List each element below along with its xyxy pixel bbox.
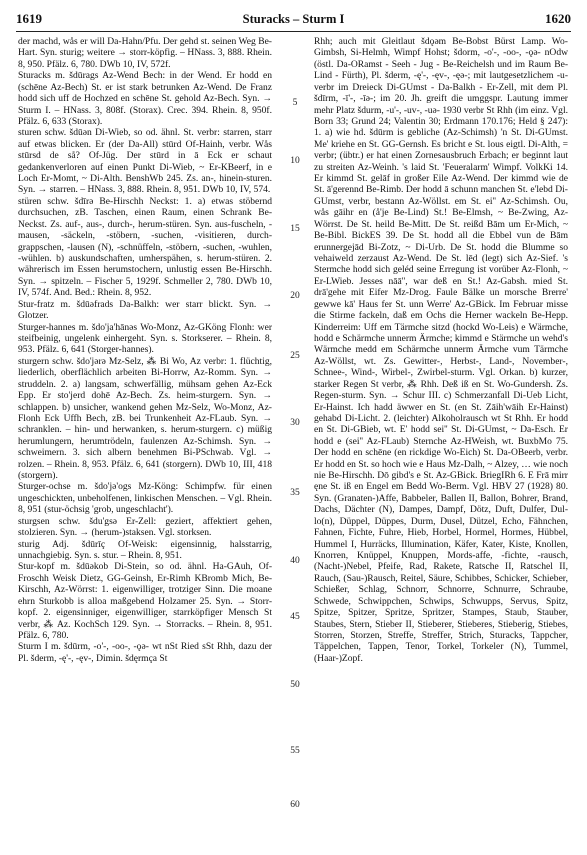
line-number: 55 — [290, 746, 300, 756]
entry-sturgern: sturgern schw. šdo'jərə Mz-Selz, ⁂ Bi Wo, Az verbr: 1. flüchtig, liederlich, oberflächlich arbeiten Bi-Horrw, Az-Romm. Syn. → struddeln. 2. a) langsam, schwerfällig, mühsam gehen Az-Eck Epp. Er sto'jerd dohē Az-Bech. Zs. heim-sturgern. Syn. → schlappen. b) unsicher, wankend gehen Mz-Selz, Wo-Monz, Az-Flonh Eck Uffh Bech, zB. bei Trunkenheit Az-FLaub. Syn. → schranklen. – hin- und herwanken, s. herum-sturgern. c) müßig herumlungern, herumtrödeln, faulenzen Az-Schimsh. Syn. → schweimern. 3. sich albern benehmen Bi-PSchwab. Vgl. → rolzen. – Rhein. 8, 953. Pfälz. 6, 641 (storgern). DWb 10, III, 418 (storgern). — [18, 355, 272, 482]
entry-sturm-i-continued: Rhh; auch mit Gleitlaut šdǫəm Be-Bobst Bürst Lamp. Wo-Gimbsh, Si-Helmh, Wimpf Hohst; šdorm, -o'-, -oo-, -ǫə- nOdw (östl. Da-ORamst - Seeh - Jug - Be-Reichelsh und im Raum Be-Lind - Fürth), Pl. šderm, -ę'-, -ęv-, -ęə-; mit lautgesetzlichem -u- verbr im Dreieck Di-GUmst - Da-Balkh - Er-Zell, mit dem Pl. šdīrm, -ī'-, -īə-; im 20. Jh. greift die umggspr. Lautung immer mehr Platz šdurm, -u'-, -uv-, -uə- 1930 verbr St Rhh (im einz. Vgl. Born 33; Grund 24; Valentin 30; Erdmann 170.176; Held § 247): 1. a) wie hd. šdūrm is gebliche (Az-Schimsh) 'n St. Di-GUmst. Me' kriehe en St. GG-Gernsh. Es bricht e St. lous eigtl. Di-Alth, = verbr; (übtr.) er hat einen Zornesausbruch Erbach; er beginnt laut zu streiten Az-Weinh. 's laid St. 'Feueralarm' Wimpf. VolkKi 14. Er kimmd St. gelāf in großer Eile Az-Wend. Der kimmd wie de St. ā'gerennd Be-Rimb. Der hodd ā schunn manchen St. e'lebd Di-GUmst, verbr, bestann Az-Wöllst. em St. ei'' Az-Schimsh. Ou, wås gāihr en (å'je Be-Lind) St.! Be-Elmsh, ~ Be-Zwing, Az-Wörrst. De St. heild Be-Mitt. De St. reißd Bām um Er-Mich, ~ Be-Bibl. BickES 39. De St. hodd all die Ebbel vun de Bām erunnergejād Bi-Zotz, ~ Di-Urb. De St. hodd die Blumme so vehaiweld zerzaust Az-Wend. De St. lēd (legt) sich Az-Sief. 's Stermche hodd sich geléd seine Erregung ist vorüber Az-Flonh, ~ Er-LWieb. Jesses nāā'', war deß en St.! Az-Gabsh. mied St. drā'gehe mit Eifer Mz-Drog. Faule Bälke un morsche Brerre' gewwe kā' Haus fer St. unn Werre' Az-GBick. Im Februar misse die Stirme fackeln, daß em Ochs die Herner wackeln Be-Hepp. Kinderreim: Uff em Tärmche sitzd (hockd Wo-Leis) e Wärmche, hodd e Schärmche unnerm Ärmche; kimmd e Stärmche un wehd's Wärmche medd em Schärmche unnerm Ärmche vum Tärmche Az-Wöllst, wt. Zs. Gewitter-, Herbst-, Land-, November-, Schnee-, Wind-, Wirbel-, Zwirbel-sturm. Vgl. Orkan. b) kurzer, starker Regen St verbr, ⁂ Rhh. Deß iß en St. Wo-Gundersh. Zs. Regen-sturm. Syn. → Schur III. c) Schmerzanfall Di-Ueb Licht, Er-Hainst. Ich hadd äwwer en St. (en St. Zāih'wāih Er-Hainst) gehabd Di-Licht. 2. (leichter) Alkoholrausch wt St Rhh. Er hodd en St. Di-GBieb, wt. E' hodd sei'' St. Di-GUmst, ~ Da-Esch. Er hodd e (sei'' Az-FLaub) Sternche Az-HWeish, wt. BuxbMo 75. Der hodd en schēne (en rickdige Wo-Eich) St. Da-OBeerb, verbr. Er hodd en St. so hoch wie e Haus Mz-Dalh, ~ Alzey, … wie noch nie Be-Hirschh. Dō gibd's e St. Az-GBick. BriegIRh 6. E Frā mirr ęne St. iß en Engel em Bedd Wo-Berm. Vgl. HBV 27 (1928) 80. Syn. (Granaten-)Affe, Babbeler, Ballen II, Ballon, Bohrer, Brand, Dachs, Dächter (N), Dampes, Dampf, Dötz, Duft, Dulfer, Dul-lo(n), Düppel, Düppes, Durm, Dusel, Dützel, Echo, Fähnchen, Fahnen, Fichte, Fuhre, Hieb, Horbel, Hormel, Hormes, Hübbel, Hummel I, Hurräcks, Illumination, Käfer, Kater, Kiste, Knollen, Knorren, Knüppel, Knuppen, Mords-affe, -fichte, -rausch, (Nacht-)Nebel, Pfeife, Rad, Rakete, Ratsche II, Ratschel II, Rauch, (Sau-)Rausch, Reitel, Säure, Schibbes, Schicker, Schieber, Schießer, Schlag, Schnorr, Schnorre, Schnurre, Schraube, Schwede, Schwippchen, Schwips, Schwupps, Servus, Spitz, Spitze, Spitzer, Spritze, Spritzer, Stampes, Staub, Stauber, Staubes, Stern, Stieber II, Stieberer, Stieberes, Stieberig, Stiebes, Storren, Storzen, Streffe, Streffer, Strich, Sturacks, Tappcher, Täppelchen, Tappen, Tenor, Torkel, Torkeler (N), Tummel, (Haar-)Zopf. — [314, 36, 568, 664]
page-number-right: 1620 — [545, 11, 571, 26]
header-rule — [16, 31, 571, 32]
entry-stur-fratz: Stur-fratz m. šdūəfrads Da-Balkh: wer starr blickt. Syn. → Glotzer. — [18, 298, 272, 322]
entry-stur-kopf: Stur-kopf m. šdūəkob Di-Stein, so od. ähnl. Ha-GAuh, Of-Froschh Weisk Dietz, GG-Geinsh, Er-Rimh KBromb Mich, Be-Kirschh, Az-Wörrst: 1. eigenwilliger, trotziger Sinn. Die moane ehrn Sturkobb is alloa maßgebend Holzamer 25. Syn. → Storr-kopf. 2. eigensinniger, eigenwilliger, starrköpfiger Mensch St verbr, ⁂ Az. KochSch 129. Syn. → Storracks. – Rhein. 8, 951. Pfälz. 6, 780. — [18, 561, 272, 641]
line-number: 45 — [290, 612, 300, 622]
line-number: 25 — [290, 351, 300, 361]
entry-sturen: sturen schw. šdūən Di-Wieb, so od. ähnl. St. verbr: starren, starr auf etwas blicken. Er (der Da-All) stūrd Of-Hainh, verbr. Wås stūrsd de så? Of-Jüg. Der stūrd in ā Eck er schaut gedankenverloren auf einen Punkt Di-Wieb, ~ Er-KBeerf, in e Loch Er-Momt, ~ Di-Alth. BenshWb 245. Zs. an-, hinein-sturen. Syn. → starren. – HNass. 3, 888. Rhein. 8, 951. DWb 10, IV, 574. — [18, 127, 272, 196]
line-number: 60 — [290, 800, 300, 810]
entry-sturig: sturig Adj. šdūrīç Of-Weisk: eigensinnig, halsstarrig, unnachgiebig. Syn. s. stur. – Rhein. 8, 951. — [18, 538, 272, 561]
line-number: 35 — [290, 488, 300, 498]
line-number: 50 — [290, 680, 300, 690]
line-number: 5 — [292, 98, 298, 108]
running-title: Sturacks – Sturm I — [242, 11, 345, 26]
page-header — [16, 8, 571, 30]
line-number: 15 — [290, 224, 300, 234]
entry-sturgsen: sturgsen schw. šdu'gsə Er-Zell: geziert, affektiert gehen, stolzieren. Syn. → (herum-)staksen. Vgl. storksen. — [18, 515, 272, 539]
entry-sturacks: Sturacks m. šdūrags Az-Wend Bech: in der Wend. Er hodd en (schēne Az-Bech) St. er ist stark betrunken Az-Wend. De Franz hodd sich uff de Hochzed en schēne St. gehold Az-Bech. Syn. → Sturm I. – HNass. 3, 808f. (Storax). Crec. 394. Rhein. 8, 950f. Pfälz. 6, 633 (Storax). — [18, 70, 272, 127]
entry-sturger-hannes: Sturger-hannes m. šdo'ja'hānəs Wo-Monz, Az-GKöng Flonh: wer steifbeinig, ungelenk einhergeht. Syn. s. Storkserer. – Rhein. 8, 953. Pfälz. 6, 641 (Storger-hannes). — [18, 321, 272, 356]
entry-sturger-ochse: Sturger-ochse m. šdo'jə'ogs Mz-Köng: Schimpfw. für einen ungeschickten, unbeholfenen, linkischen Menschen. – Vgl. Rhein. 8, 951 (stur-öchsig 'grob, ungeschlacht'). — [18, 481, 272, 516]
line-number: 40 — [290, 556, 300, 566]
entry-sturm-i: Sturm I m. šdūrm, -o'-, -oo-, -ǫə- wt nSt Ried sSt Rhh, dazu der Pl. šderm, -ę'-, -ęv-, Dimin. šdęrmça St — [18, 641, 272, 664]
entry-paragraph: der machd, wås er will Da-Hahn/Pfu. Der gehd st. seinen Weg Be-Hart. Syn. sturig; weitere → storr-köpfig. – HNass. 3, 888. Rhein. 8, 950. Pfälz. 6, 780. DWb 10, IV, 572f. — [18, 36, 272, 70]
entry-stueren: stüren schw. šdīrə Be-Hirschh Neckst: 1. a) etwas stöbernd durchsuchen, zB. Taschen, einen Raum, einen Schrank Be-Neckst. Zs. auf-, aus-, durch-, herum-stüren. Syn. aus-fuscheln, -mausen, -säckeln, -stöbern, -suchen, -visitieren, durch-grappschen, -lausen (N), -schnüffeln, -stöbern, -suchen, -wuhlen, -wühlen. b) auskundschaften, umherspähen, s. herum-stüren. 2. währerisch im Essen herumstochern, unlustig essen Be-Hirschh. Syn. → spitzeln. – Fischer 5, 1929f. Schmeller 2, 780. DWb 10, IV, 574f. And. Bed.: Rhein. 8, 952. — [18, 195, 272, 299]
line-number: 30 — [290, 418, 300, 428]
left-column — [18, 36, 272, 664]
line-number: 20 — [290, 291, 300, 301]
line-number: 10 — [290, 156, 300, 166]
page-number-left: 1619 — [16, 11, 42, 26]
right-column — [314, 36, 568, 664]
